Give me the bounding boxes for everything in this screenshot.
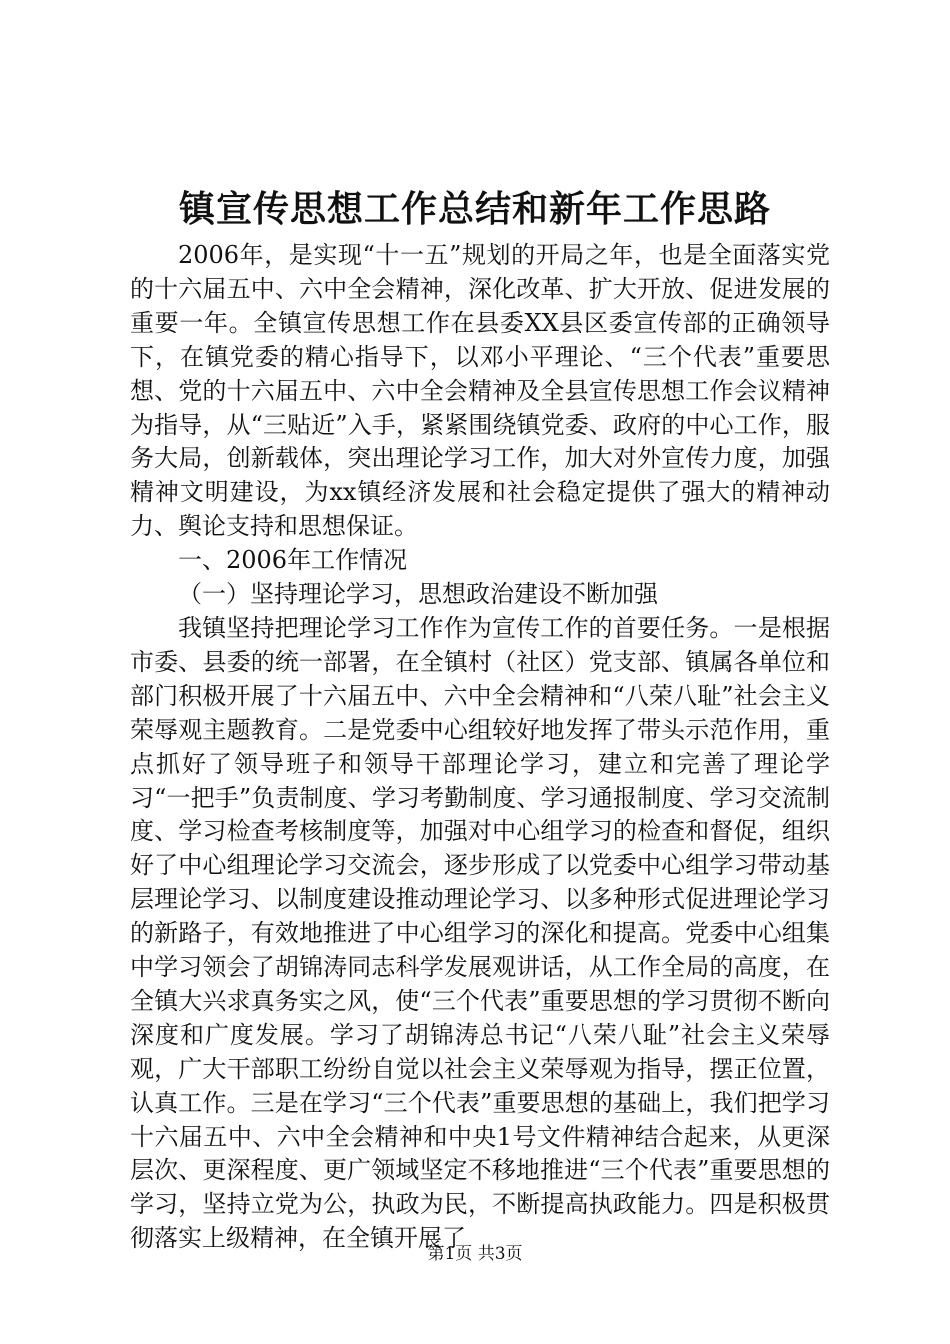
- document-body: [130, 239, 830, 1256]
- page-number-footer: 第1页 共3页: [427, 1244, 523, 1264]
- body-paragraph: 我镇坚持把理论学习工作作为宣传工作的首要任务。一是根据市委、县委的统一部署，在全镇村（社区）党支部、镇属各单位和部门积极开展了十六届五中、六中全会精神和“八荣八耻”社会主义荣辱观主题教育。二是党委中心组较好地发挥了带头示范作用，重点抓好了领导班子和领导干部理论学习，建立和完善了理论学习“一把手”负责制度、学习考勤制度、学习通报制度、学习交流制度、学习检查考核制度等，加强对中心组学习的检查和督促，组织好了中心组理论学习交流会，逐步形成了以党委中心组学习带动基层理论学习、以制度建设推动理论学习、以多种形式促进理论学习的新路子，有效地推进了中心组学习的深化和提高。党委中心组集中学习领会了胡锦涛同志科学发展观讲话，从工作全局的高度，在全镇大兴求真务实之风，使“三个代表”重要思想的学习贯彻不断向深度和广度发展。学习了胡锦涛总书记“八荣八耻”社会主义荣辱观，广大干部职工纷纷自觉以社会主义荣辱观为指导，摆正位置，认真工作。三是在学习“三个代表”重要思想的基础上，我们把学习十六届五中、六中全会精神和中央1号文件精神结合起来，从更深层次、更深程度、更广领域坚定不移地推进“三个代表”重要思想的学习，坚持立党为公，执政为民，不断提高执政能力。四是积极贯彻落实上级精神，在全镇开展了: [130, 613, 830, 1253]
- page-title: 镇宣传思想工作总结和新年工作思路: [178, 188, 771, 230]
- intro-paragraph: 2006年，是实现“十一五”规划的开局之年，也是全面落实党的十六届五中、六中全会精神，深化改革、扩大开放、促进发展的重要一年。全镇宣传思想工作在县委XX县区委宣传部的正确领导下，在镇党委的精心指导下，以邓小平理论、“三个代表”重要思想、党的十六届五中、六中全会精神及全县宣传思想工作会议精神为指导，从“三贴近”入手，紧紧围绕镇党委、政府的中心工作，服务大局，创新载体，突出理论学习工作，加大对外宣传力度，加强精神文明建设，为xx镇经济发展和社会稳定提供了强大的精神动力、舆论支持和思想保证。: [130, 241, 830, 541]
- subsection-heading: （一）坚持理论学习，思想政治建设不断加强: [178, 580, 658, 609]
- section-heading: 一、2006年工作情况: [178, 546, 408, 575]
